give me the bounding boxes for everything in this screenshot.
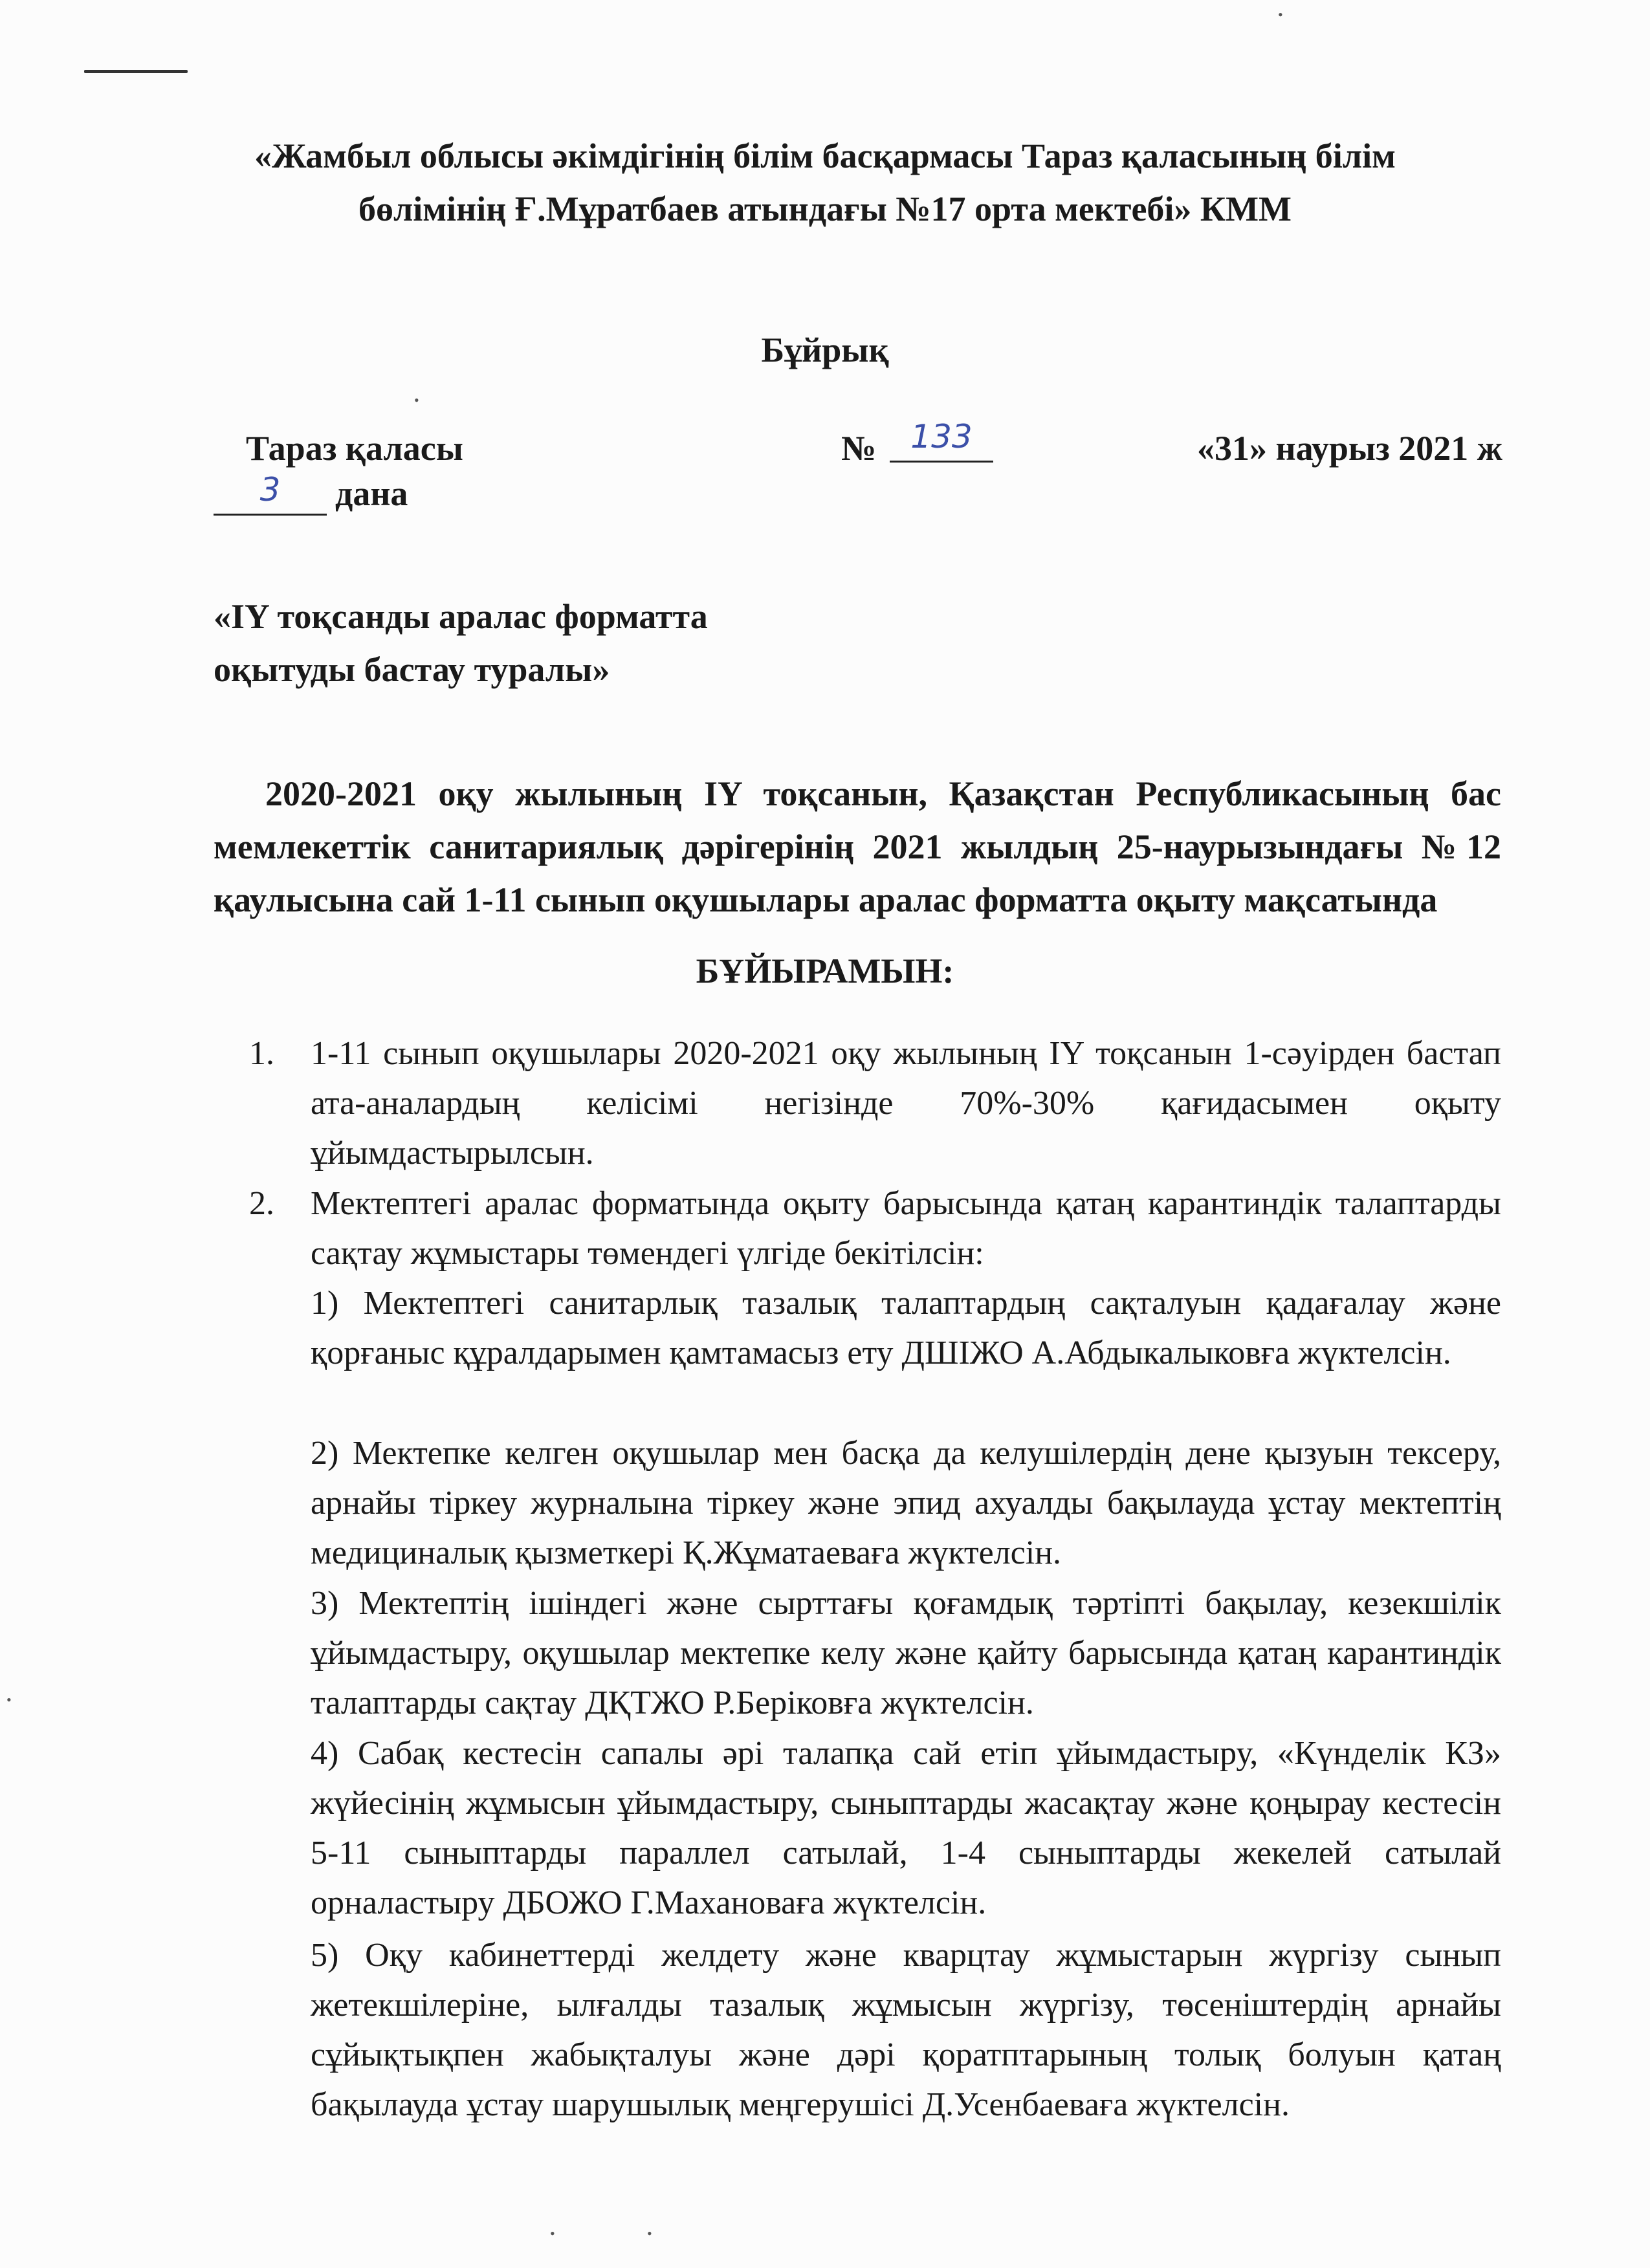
list-item-text: Мектептегі аралас форматында оқыту барысында қатаң карантиндік талаптарды сақтау жұмыстары төмендегі үлгіде бекітілсін:	[311, 1185, 1501, 1272]
organization-line-1: «Жамбыл облысы әкімдігінің білім басқармасы Тараз қаласының білім	[254, 136, 1396, 175]
scan-speck: •	[6, 1692, 12, 1708]
sub-item: 3) Мектептің ішіндегі және сырттағы қоғамдық тәртіпті бақылау, кезекшілік ұйымдастыру, оқушылар мектепке келу және қайту барысында қатаң карантиндік талаптарды сақтау ДҚТЖО Р.Беріковға жүктелсін.	[311, 1585, 1501, 1721]
scan-speck: •	[550, 2225, 555, 2241]
organization-header	[194, 129, 1456, 235]
list-item	[249, 1179, 1501, 1278]
scan-speck: •	[1278, 6, 1283, 23]
order-subject	[214, 590, 796, 696]
document-title: Бұйрық	[761, 331, 889, 369]
preamble-paragraph: 2020-2021 оқу жылының IY тоқсанын, Қазақстан Республикасының бас мемлекеттік санитариялық дәрігерінің 2021 жылдың 25-наурызындағы №12 қаулысына сай 1-11 сынып оқушылары аралас форматта оқыту мақсатында	[214, 774, 1501, 919]
order-number-handwritten: 133	[890, 420, 993, 463]
organization-line-2: бөлімінің Ғ.Мұратбаев атындағы №17 орта мектебі» КММ	[358, 190, 1292, 228]
list-item-number: 2.	[249, 1185, 274, 1222]
list-item-number: 1.	[249, 1035, 274, 1072]
order-number-label: №	[841, 429, 877, 468]
order-date: «31» наурыз 2021 ж	[1197, 429, 1502, 468]
scan-speck: •	[414, 392, 419, 408]
copies-label: дана	[335, 474, 408, 513]
list-item-text: 1-11 сынып оқушылары 2020-2021 оқу жылының IY тоқсанын 1-сәуірден бастап ата-аналардың келісімі негізінде 70%-30% қағидасымен оқыту ұйымдастырылсын.	[311, 1035, 1501, 1172]
sub-item: 4) Сабақ кестесін сапалы әрі талапқа сай етіп ұйымдастыру, «Күнделік КЗ» жүйесінің жұмысын ұйымдастыру, сыныптарды жасақтау және қоңырау кестесін 5-11 сыныптарды параллел сатылай, 1-4 сыныптарды жекелей сатылай орналастыру ДБОЖО Г.Махановаға жүктелсін.	[311, 1735, 1501, 1921]
scan-mark-line	[84, 70, 188, 73]
sub-item: 5) Оқу кабинеттерді желдету және кварцтау жұмыстарын жүргізу сынып жетекшілеріне, ылғалды тазалық жұмысын жүргізу, төсеніштердің арнайы сұйықтықпен жабықталуы және дәрі қоратптарының толық болуын қатаң бақылауда ұстау шарушылық меңгерушісі Д.Усенбаеваға жүктелсін.	[311, 1937, 1501, 2123]
city-name: Тараз қаласы	[246, 429, 463, 468]
scan-speck: •	[647, 2225, 652, 2241]
order-heading: БҰЙЫРАМЫН:	[696, 952, 954, 990]
sub-item: 1) Мектептегі санитарлық тазалық талаптардың сақталуын қадағалау және қорғаныс құралдарымен қамтамасыз ету ДШІЖО А.Абдыкалыковға жүктелсін.	[311, 1285, 1501, 1371]
list-item	[249, 1029, 1501, 1178]
sub-item: 2) Мектепке келген оқушылар мен басқа да келушілердің дене қызуын тексеру, арнайы тіркеу журналына тіркеу және эпид ахуалды бақылауда ұстау мектептің медициналық қызметкері Қ.Жұматаеваға жүктелсін.	[311, 1435, 1501, 1571]
subject-line-2: оқытуды бастау туралы»	[214, 650, 610, 689]
subject-line-1: «IY тоқсанды аралас форматта	[214, 597, 708, 636]
copies-count-handwritten: 3	[214, 474, 327, 516]
